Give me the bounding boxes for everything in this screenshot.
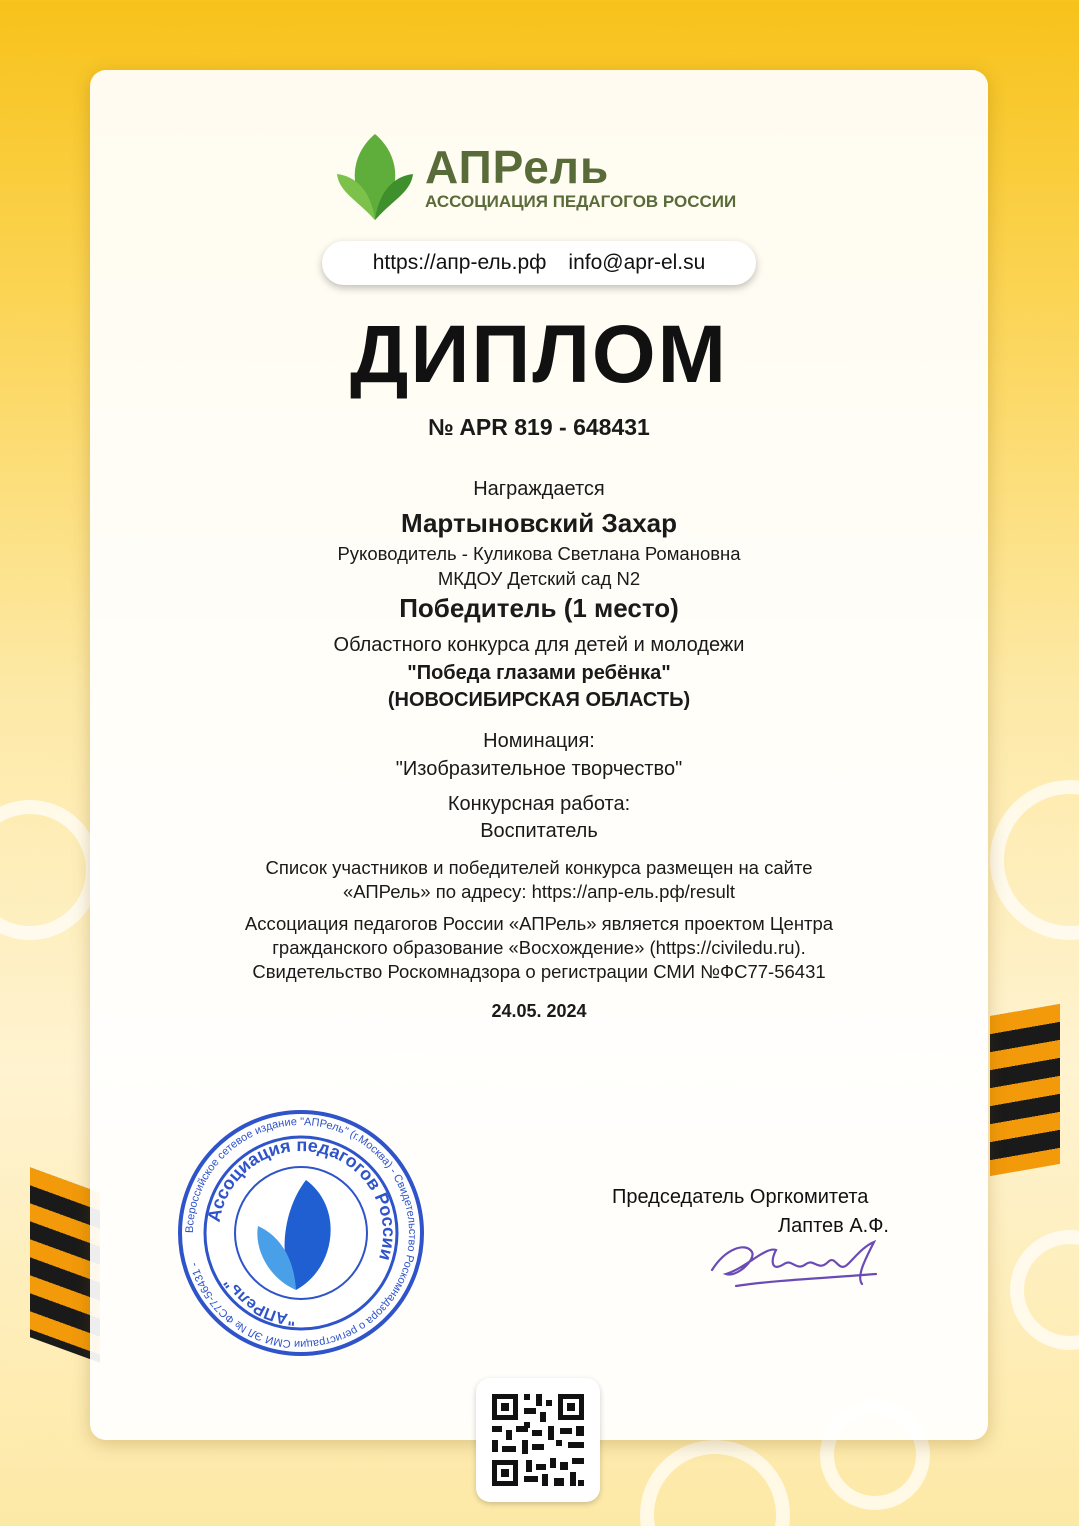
seal-brand-text: "АПРель" bbox=[220, 1274, 297, 1328]
contacts-bar bbox=[322, 241, 756, 285]
place: Победитель (1 место) bbox=[399, 593, 679, 623]
brand-name: АПРель bbox=[425, 141, 610, 193]
results-line-1: Список участников и победителей конкурса размещен на сайте bbox=[265, 857, 813, 878]
qr-code[interactable] bbox=[476, 1378, 600, 1502]
diploma-title: ДИПЛОМ bbox=[350, 309, 728, 400]
seal-inner-text: Ассоциация педагогов России bbox=[203, 1134, 400, 1263]
stamp-seal bbox=[176, 1108, 426, 1358]
seal-outer-text: Всероссийское сетевое издание "АПРель" (г.Москва) - Свидетельство Роскомнадзора о регистрации СМИ ЭЛ № ФС77-56431 - bbox=[183, 1115, 419, 1351]
about-line-2: гражданского образование «Восхождение» (https://civiledu.ru). bbox=[272, 937, 806, 958]
about-line-3: Свидетельство Роскомнадзора о регистрации СМИ №ФС77-56431 bbox=[252, 961, 826, 982]
supervisor: Руководитель - Куликова Светлана Романовна bbox=[337, 543, 741, 564]
signature-name: Лаптев А.Ф. bbox=[778, 1215, 889, 1237]
awarded-label: Награждается bbox=[473, 478, 605, 500]
qr-code-icon bbox=[476, 1378, 600, 1502]
diploma-date: 24.05. 2024 bbox=[491, 1001, 587, 1021]
contest-line: Областного конкурса для детей и молодежи bbox=[333, 634, 745, 656]
signature-title: Председатель Оргкомитета bbox=[612, 1186, 869, 1208]
awardee-name: Мартыновский Захар bbox=[400, 508, 678, 538]
leaf-icon bbox=[335, 130, 415, 225]
results-line-2: «АПРель» по адресу: https://апр-ель.рф/result bbox=[342, 881, 736, 902]
nomination: "Изобразительное творчество" bbox=[395, 758, 683, 780]
work: Воспитатель bbox=[480, 820, 598, 842]
website-link[interactable]: https://апр-ель.рф bbox=[372, 251, 547, 274]
email-link[interactable]: info@apr-el.su bbox=[568, 251, 706, 274]
brand-subtitle: АССОЦИАЦИЯ ПЕДАГОГОВ РОССИИ bbox=[425, 192, 737, 211]
work-label: Конкурсная работа: bbox=[447, 793, 631, 815]
about-line-1: Ассоциация педагогов России «АПРель» является проектом Центра bbox=[244, 913, 834, 934]
diploma-number: № APR 819 - 648431 bbox=[428, 414, 650, 440]
contest-name: "Победа глазами ребёнка" bbox=[407, 662, 671, 684]
region: (НОВОСИБИРСКАЯ ОБЛАСТЬ) bbox=[387, 689, 691, 711]
institution: МКДОУ Детский сад N2 bbox=[437, 568, 641, 589]
nomination-label: Номинация: bbox=[483, 730, 595, 752]
brand-logo bbox=[335, 130, 755, 225]
